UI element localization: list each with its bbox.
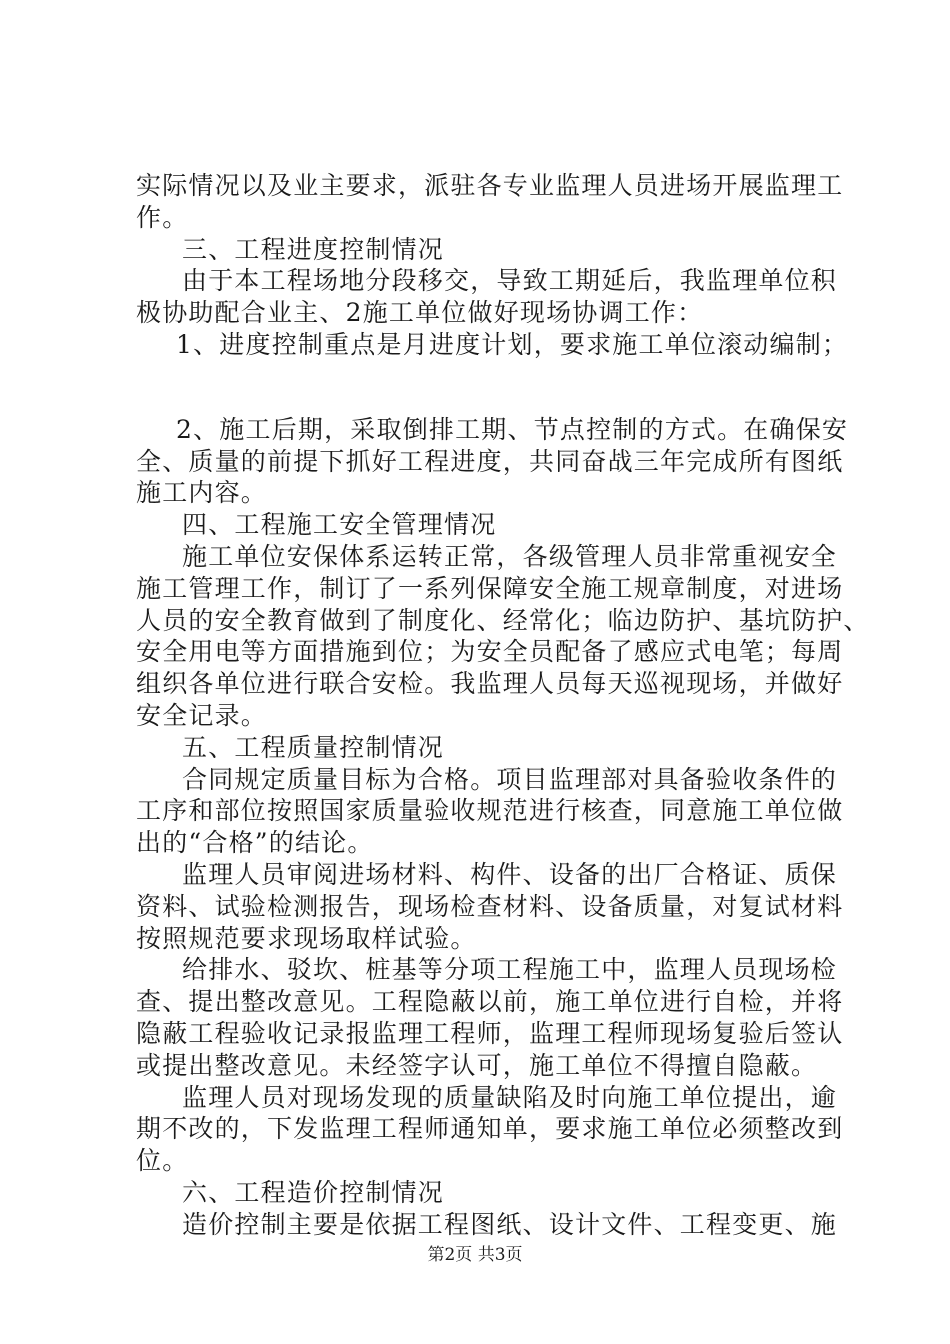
paragraph-line: 人员的安全教育做到了制度化、经常化；临边防护、基坑防护、 xyxy=(136,605,870,635)
paragraph-line: 资料、试验检测报告，现场检查材料、设备质量，对复试材料 xyxy=(136,891,844,921)
list-item: 1、进度控制重点是月进度计划，要求施工单位滚动编制； xyxy=(176,329,849,359)
section-heading: 四、工程施工安全管理情况 xyxy=(182,510,497,540)
section-heading: 六、工程造价控制情况 xyxy=(182,1177,445,1207)
paragraph-line: 隐蔽工程验收记录报监理工程师，监理工程师现场复验后签认 xyxy=(136,1018,844,1048)
section-heading: 五、工程质量控制情况 xyxy=(182,732,445,762)
document-body xyxy=(136,170,870,1241)
paragraph-line: 造价控制主要是依据工程图纸、设计文件、工程变更、施 xyxy=(182,1209,838,1239)
paragraph-line: 安全记录。 xyxy=(136,700,268,730)
paragraph-line: 施工内容。 xyxy=(136,478,268,508)
paragraph-line: 极协助配合业主、2施工单位做好现场协调工作： xyxy=(136,298,704,328)
paragraph-line: 作。 xyxy=(136,202,189,232)
paragraph-line: 施工管理工作，制订了一系列保障安全施工规章制度，对进场 xyxy=(136,573,844,603)
blank-space xyxy=(136,361,836,414)
paragraph-line: 实际情况以及业主要求，派驻各专业监理人员进场开展监理工 xyxy=(136,171,844,200)
paragraph-line: 监理人员审阅进场材料、构件、设备的出厂合格证、质保 xyxy=(182,859,838,889)
paragraph-line: 或提出整改意见。未经签字认可，施工单位不得擅自隐蔽。 xyxy=(136,1050,818,1080)
page-number: 第2页 共3页 xyxy=(427,1245,523,1265)
paragraph-line: 位。 xyxy=(136,1146,189,1176)
paragraph-line: 安全用电等方面措施到位；为安全员配备了感应式电笔；每周 xyxy=(136,637,844,667)
section-heading: 三、工程进度控制情况 xyxy=(182,234,445,264)
paragraph-line: 施工单位安保体系运转正常，各级管理人员非常重视安全 xyxy=(182,541,838,571)
paragraph-line: 由于本工程场地分段移交，导致工期延后，我监理单位积 xyxy=(182,266,838,296)
paragraph-line: 期不改的，下发监理工程师通知单，要求施工单位必须整改到 xyxy=(136,1114,844,1144)
paragraph-line: 工序和部位按照国家质量验收规范进行核查，同意施工单位做 xyxy=(136,796,844,826)
paragraph-line: 监理人员对现场发现的质量缺陷及时向施工单位提出，逾 xyxy=(182,1082,838,1112)
paragraph-line: 给排水、驳坎、桩基等分项工程施工中，监理人员现场检 xyxy=(182,955,838,985)
paragraph-line: 出的“合格”的结论。 xyxy=(136,828,374,858)
list-item: 2、施工后期，采取倒排工期、节点控制的方式。在确保安 xyxy=(176,414,849,444)
paragraph-line: 组织各单位进行联合安检。我监理人员每天巡视现场，并做好 xyxy=(136,669,844,699)
paragraph-line: 查、提出整改意见。工程隐蔽以前，施工单位进行自检，并将 xyxy=(136,987,844,1017)
paragraph-line: 按照规范要求现场取样试验。 xyxy=(136,923,477,953)
paragraph-line: 合同规定质量目标为合格。项目监理部对具备验收条件的 xyxy=(182,764,838,794)
paragraph-line: 全、质量的前提下抓好工程进度，共同奋战三年完成所有图纸 xyxy=(136,446,844,476)
